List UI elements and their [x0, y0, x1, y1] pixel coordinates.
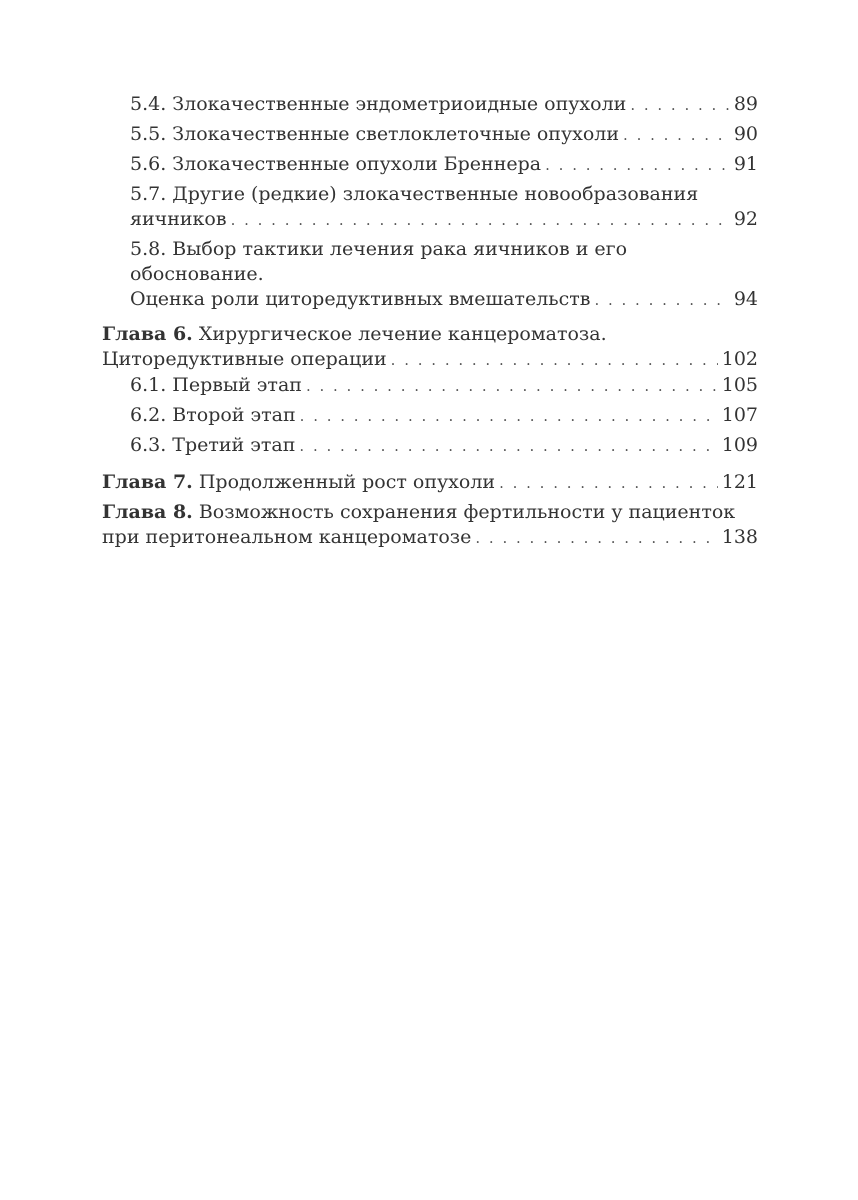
toc-line	[130, 207, 758, 233]
toc-line	[130, 287, 758, 313]
entry-title: 6.3. Третий этап	[130, 434, 296, 456]
entry-title: 5.7. Другие (редкие) злокачественные новообразования	[130, 183, 699, 205]
page-number: 90	[733, 123, 758, 145]
toc-line	[102, 525, 758, 551]
chapter-heading	[102, 470, 495, 495]
toc-line	[102, 500, 758, 525]
page-number: 121	[721, 471, 758, 493]
toc-entry-5-6	[102, 152, 758, 178]
entry-title-cont: Оценка роли циторедуктивных вмешательств	[130, 288, 591, 310]
chapter-heading	[102, 322, 607, 347]
toc-entry-chapter-6	[102, 322, 758, 373]
toc-entry-5-4	[102, 92, 758, 118]
entry-title: 5.5. Злокачественные светлоклеточные опухоли	[130, 123, 620, 145]
toc-line	[130, 433, 758, 459]
toc-entry-6-3	[102, 433, 758, 459]
page-number: 92	[733, 208, 758, 230]
entry-title: Возможность сохранения фертильности у пациенток	[198, 501, 736, 523]
chapter-label: Глава 8.	[102, 501, 193, 523]
page-number: 138	[721, 526, 758, 548]
dot-leader	[231, 208, 730, 233]
page-number: 105	[721, 374, 758, 396]
dot-leader	[391, 348, 718, 373]
toc-line	[130, 373, 758, 399]
entry-title-cont: Циторедуктивные операции	[102, 348, 387, 370]
toc-line	[130, 182, 758, 207]
page-number: 107	[721, 404, 758, 426]
toc-line	[130, 237, 758, 287]
page-number: 109	[721, 434, 758, 456]
toc-entry-5-8	[102, 237, 758, 313]
toc-line	[130, 152, 758, 178]
dot-leader	[594, 288, 729, 313]
toc-entry-chapter-8	[102, 500, 758, 551]
toc-line	[130, 403, 758, 429]
page-number: 91	[733, 153, 758, 175]
page-number: 89	[733, 93, 758, 115]
entry-title: 5.4. Злокачественные эндометриоидные опухоли	[130, 93, 627, 115]
entry-title-cont: яичников	[130, 208, 227, 230]
table-of-contents	[102, 92, 758, 551]
dot-leader	[306, 374, 718, 399]
entry-title: Хирургическое лечение канцероматоза.	[198, 323, 607, 345]
dot-leader	[300, 404, 718, 429]
entry-title: 5.6. Злокачественные опухоли Бреннера	[130, 153, 542, 175]
toc-line	[102, 322, 758, 347]
page-number: 94	[733, 288, 758, 310]
dot-leader	[499, 471, 718, 496]
dot-leader	[623, 123, 730, 148]
dot-leader	[630, 93, 729, 118]
dot-leader	[299, 434, 717, 459]
dot-leader	[545, 153, 730, 178]
toc-entry-chapter-7	[102, 470, 758, 496]
toc-line	[102, 470, 758, 496]
chapter-label: Глава 7.	[102, 471, 193, 493]
toc-line	[130, 122, 758, 148]
chapter-heading	[102, 500, 735, 525]
toc-line	[130, 92, 758, 118]
toc-entry-5-7	[102, 182, 758, 233]
entry-title: 6.2. Второй этап	[130, 404, 296, 426]
entry-title-cont: при перитонеальном канцероматозе	[102, 526, 472, 548]
entry-title: 5.8. Выбор тактики лечения рака яичников и его обоснование.	[130, 238, 628, 285]
page-number: 102	[721, 348, 758, 370]
toc-entry-6-1	[102, 373, 758, 399]
entry-title: 6.1. Первый этап	[130, 374, 302, 396]
toc-entry-5-5	[102, 122, 758, 148]
entry-title: Продолженный рост опухоли	[198, 471, 496, 493]
toc-entry-6-2	[102, 403, 758, 429]
toc-line	[102, 347, 758, 373]
dot-leader	[475, 526, 717, 551]
chapter-label: Глава 6.	[102, 323, 193, 345]
